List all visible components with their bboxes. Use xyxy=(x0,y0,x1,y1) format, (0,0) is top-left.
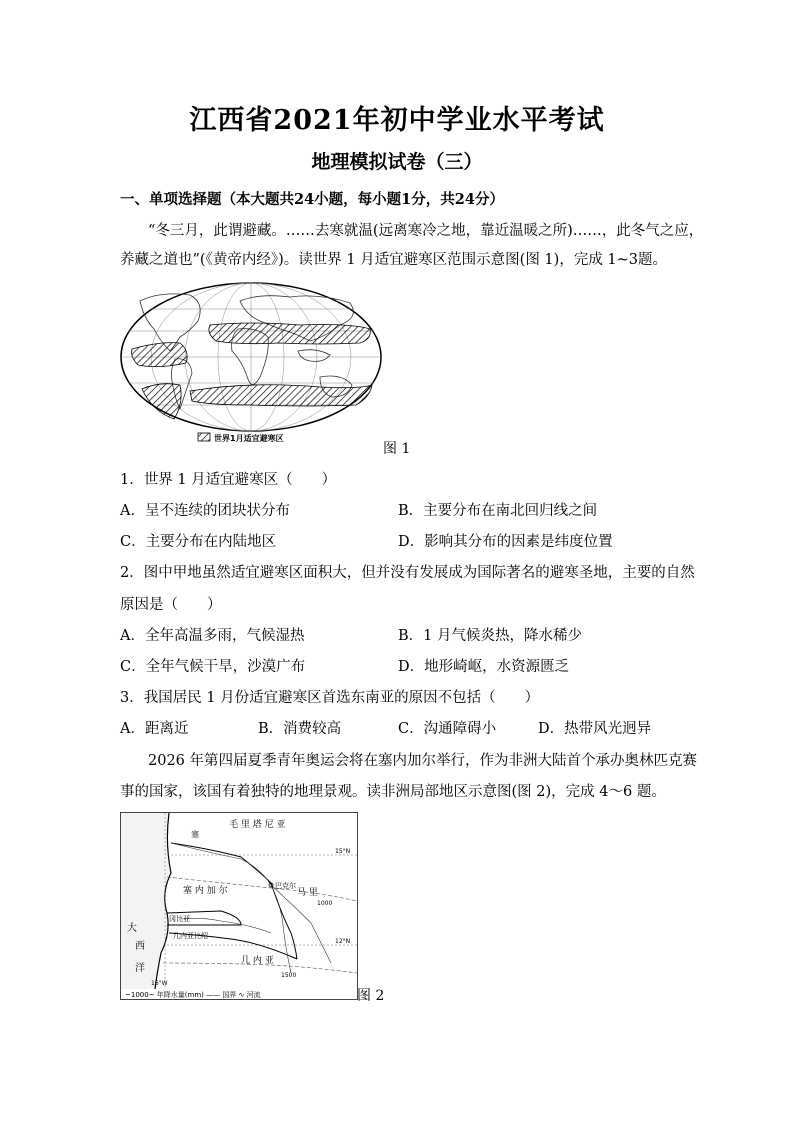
q1-option-c: C．主要分布在内陆地区 xyxy=(120,534,277,550)
figure-2-africa-map xyxy=(120,812,358,1000)
q2-stem-line1: 2．图中甲地虽然适宜避寒区面积大，但并没有发展成为国际著名的避寒圣地，主要的自然 xyxy=(120,565,695,581)
fig2-legend: ~1000~ 年降水量(mm) —— 国界 ∿ 河流 xyxy=(125,991,261,999)
label-senegal: 塞 内 加 尔 xyxy=(183,886,228,896)
label-sai: 塞 xyxy=(191,830,199,839)
q2-option-b: B．1 月气候炎热，降水稀少 xyxy=(398,628,582,644)
intro2-line1: 2026 年第四届夏季青年奥运会将在塞内加尔举行，作为非洲大陆首个承办奥林匹克赛 xyxy=(148,753,698,769)
label-guinea-bissau: 几内亚比绍 xyxy=(173,932,208,940)
page-title: 江西省2021年初中学业水平考试 xyxy=(189,105,605,136)
fig1-legend: 世界1月适宜避寒区 xyxy=(214,434,284,443)
q2-option-a: A．全年高温多雨，气候湿热 xyxy=(120,628,305,644)
intro1-line2: 养藏之道也”(《黄帝内经》)。读世界 1 月适宜避寒区范围示意图(图 1)，完成 1~3题。 xyxy=(120,252,668,268)
label-isohyet-1000: 1000 xyxy=(317,900,333,907)
figure-1-world-map xyxy=(120,281,382,451)
label-isohyet-1500: 1500 xyxy=(281,972,297,979)
figure-2-caption: 图 2 xyxy=(357,988,385,1004)
q2-stem-line2: 原因是（ ） xyxy=(120,597,222,613)
label-ocean-1: 大 xyxy=(127,923,137,934)
label-lat15: 15°N xyxy=(335,848,351,855)
q3-option-d: D．热带风光迥异 xyxy=(538,721,652,737)
label-gambia: 冈比亚 xyxy=(169,915,190,923)
label-ocean-3: 洋 xyxy=(135,963,145,974)
africa-map-image xyxy=(121,813,357,999)
label-mali: 马 里 xyxy=(297,888,318,898)
label-ocean-2: 西 xyxy=(135,941,145,952)
section-heading: 一、单项选择题（本大题共24小题，每小题1分，共24分） xyxy=(120,191,504,208)
label-lat12: 12°N xyxy=(335,938,351,945)
q1-option-b: B．主要分布在南北回归线之间 xyxy=(398,503,598,519)
intro2-line2: 事的国家，该国有着独特的地理景观。读非洲局部地区示意图(图 2)，完成 4～6 题。 xyxy=(120,784,666,800)
q3-option-c: C．沟通障碍小 xyxy=(398,721,497,737)
label-mauritania: 毛 里 塔 尼 亚 xyxy=(229,820,286,830)
figure-1-caption: 图 1 xyxy=(383,441,411,457)
world-map-image xyxy=(120,281,382,451)
q1-stem: 1．世界 1 月适宜避寒区（ ） xyxy=(120,472,337,488)
label-lon16: 16°W xyxy=(151,980,168,987)
q3-option-b: B．消费较高 xyxy=(258,721,342,737)
label-bakel: 巴克尔 xyxy=(275,882,296,890)
q3-option-a: A．距离近 xyxy=(120,721,189,737)
label-guinea: 几 内 亚 xyxy=(241,956,274,966)
intro1-line1: “冬三月，此谓避藏。……去寒就温(远离寒冷之地，靠近温暖之所)……，此冬气之应， xyxy=(148,223,704,239)
q1-option-a: A．呈不连续的团块状分布 xyxy=(120,503,290,519)
q2-option-d: D．地形崎岖，水资源匮乏 xyxy=(398,659,570,675)
q1-option-d: D．影响其分布的因素是纬度位置 xyxy=(398,534,613,550)
q3-stem: 3．我国居民 1 月份适宜避寒区首选东南亚的原因不包括（ ） xyxy=(120,690,540,706)
page-subtitle: 地理模拟试卷（三） xyxy=(311,151,483,173)
q2-option-c: C．全年气候干旱，沙漠广布 xyxy=(120,659,306,675)
